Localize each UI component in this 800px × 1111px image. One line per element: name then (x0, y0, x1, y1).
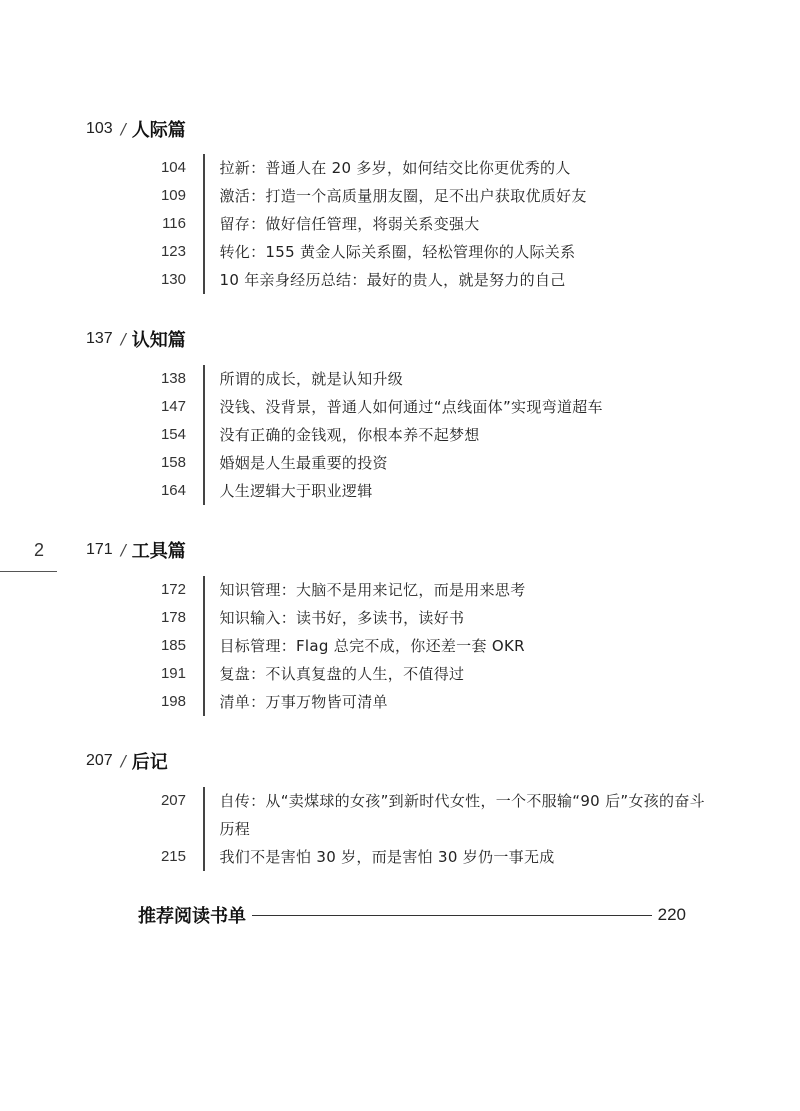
entry-page-number: 123 (160, 243, 186, 260)
toc-entry[interactable] (130, 449, 730, 477)
entry-page-number: 109 (160, 187, 186, 204)
vertical-divider (203, 604, 205, 632)
entry-page-number: 154 (160, 426, 186, 443)
leader-line (252, 915, 652, 916)
toc-entry[interactable] (130, 182, 730, 210)
reading-list-entry[interactable] (138, 902, 686, 928)
toc-entry[interactable] (130, 238, 730, 266)
section-heading[interactable] (86, 116, 186, 142)
toc-entry[interactable] (130, 393, 730, 421)
vertical-divider (203, 365, 205, 393)
entry-title: 我们不是害怕 30 岁，而是害怕 30 岁仍一事无成 (219, 848, 555, 866)
slash-separator: / (120, 120, 126, 138)
section-heading[interactable] (86, 326, 186, 352)
entry-page-number: 172 (160, 581, 186, 598)
toc-entry[interactable] (130, 365, 730, 393)
vertical-divider (203, 210, 205, 238)
toc-entry[interactable] (130, 154, 730, 182)
section-entries (130, 576, 730, 716)
slash-separator: / (120, 330, 126, 348)
vertical-divider (203, 266, 205, 294)
section-page-number: 103 (86, 120, 113, 137)
entry-title: 知识输入：读书好，多读书，读好书 (219, 609, 465, 627)
vertical-divider (203, 576, 205, 604)
section-title: 人际篇 (131, 120, 186, 141)
toc-entry[interactable] (130, 688, 730, 716)
toc-entry[interactable] (130, 632, 730, 660)
vertical-divider (203, 787, 205, 843)
toc-entry[interactable] (130, 843, 730, 871)
entry-page-number: 116 (162, 215, 186, 232)
toc-entry[interactable] (130, 604, 730, 632)
vertical-divider (203, 477, 205, 505)
page-number-rule (0, 571, 57, 572)
toc-entry[interactable] (130, 210, 730, 238)
entry-page-number: 104 (160, 159, 186, 176)
entry-title: 自传：从“卖煤球的女孩”到新时代女性，一个不服输“90 后”女孩的奋斗历程 (219, 792, 705, 838)
toc-entry[interactable] (130, 576, 730, 604)
entry-page-number: 178 (160, 609, 186, 626)
entry-page-number: 130 (160, 271, 186, 288)
page-number: 2 (34, 540, 45, 560)
toc-entry[interactable] (130, 266, 730, 294)
section-title: 认知篇 (131, 330, 186, 351)
entry-page-number: 147 (160, 398, 186, 415)
entry-title: 留存：做好信任管理，将弱关系变强大 (219, 215, 480, 233)
entry-page-number: 164 (160, 482, 186, 499)
vertical-divider (203, 238, 205, 266)
slash-separator: / (120, 752, 126, 770)
entry-title: 知识管理：大脑不是用来记忆，而是用来思考 (219, 581, 526, 599)
vertical-divider (203, 688, 205, 716)
section-title: 工具篇 (131, 541, 186, 562)
entry-page-number: 207 (160, 792, 186, 809)
section-page-number: 137 (86, 330, 113, 347)
entry-title: 拉新：普通人在 20 多岁，如何结交比你更优秀的人 (219, 159, 571, 177)
entry-title: 复盘：不认真复盘的人生，不值得过 (219, 665, 465, 683)
entry-title: 人生逻辑大于职业逻辑 (219, 482, 373, 500)
entry-page-number: 185 (160, 637, 186, 654)
entry-title: 婚姻是人生最重要的投资 (219, 454, 388, 472)
entry-page-number: 158 (160, 454, 186, 471)
entry-title: 目标管理：Flag 总完不成，你还差一套 OKR (219, 637, 525, 655)
entry-page-number: 215 (160, 848, 186, 865)
toc-entry[interactable] (130, 421, 730, 449)
section-heading[interactable] (86, 537, 186, 563)
vertical-divider (203, 449, 205, 477)
section-entries (130, 787, 730, 871)
vertical-divider (203, 660, 205, 688)
vertical-divider (203, 182, 205, 210)
vertical-divider (203, 632, 205, 660)
entry-title: 没有正确的金钱观，你根本养不起梦想 (219, 426, 480, 444)
section-entries (130, 154, 730, 294)
slash-separator: / (120, 541, 126, 559)
entry-page-number: 138 (160, 370, 186, 387)
entry-title: 激活：打造一个高质量朋友圈，足不出户获取优质好友 (219, 187, 587, 205)
section-page-number: 207 (86, 752, 113, 769)
section-heading[interactable] (86, 748, 168, 774)
reading-list-page-number: 220 (657, 905, 686, 924)
toc-entry[interactable] (130, 660, 730, 688)
section-page-number: 171 (86, 541, 113, 558)
toc-entry[interactable] (130, 787, 730, 843)
entry-title: 清单：万事万物皆可清单 (219, 693, 388, 711)
vertical-divider (203, 843, 205, 871)
reading-list-title: 推荐阅读书单 (138, 906, 246, 927)
entry-title: 10 年亲身经历总结：最好的贵人，就是努力的自己 (219, 271, 566, 289)
toc-entry[interactable] (130, 477, 730, 505)
entry-page-number: 198 (160, 693, 186, 710)
vertical-divider (203, 154, 205, 182)
vertical-divider (203, 421, 205, 449)
section-entries (130, 365, 730, 505)
entry-page-number: 191 (160, 665, 186, 682)
vertical-divider (203, 393, 205, 421)
section-title: 后记 (131, 752, 168, 773)
entry-title: 所谓的成长，就是认知升级 (219, 370, 404, 388)
entry-title: 没钱、没背景，普通人如何通过“点线面体”实现弯道超车 (219, 398, 603, 416)
entry-title: 转化：155 黄金人际关系圈，轻松管理你的人际关系 (219, 243, 576, 261)
